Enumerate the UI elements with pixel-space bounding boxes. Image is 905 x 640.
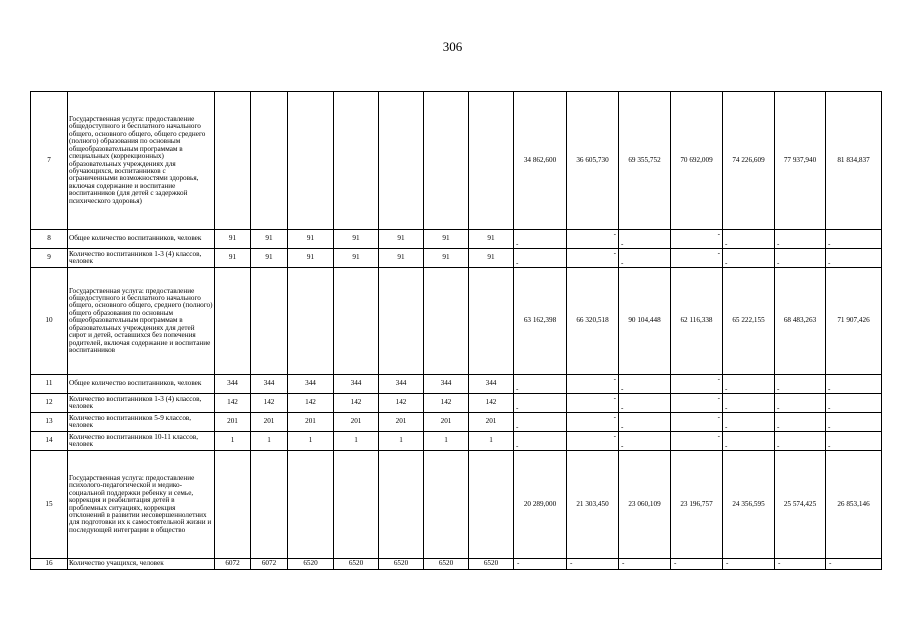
dash-mark: - — [613, 375, 616, 383]
money-cell-dash — [671, 230, 723, 249]
dash-mark: - — [828, 403, 831, 412]
count-cell — [379, 451, 424, 559]
row-description: Государственная услуга: предоставление психолого-педагогической и медико-социальной поддержки ребенку и семье, коррекция и реабилитация детей в проблемных ситуациях, коррекция отклонений в развитии несовершеннолетних для подготовки их к самостоятельной жизни и последующей интеграции в общество — [68, 451, 215, 559]
money-cell-dash — [514, 249, 567, 268]
count-cell: 91 — [288, 230, 334, 249]
dash-mark: - — [717, 394, 720, 402]
count-cell — [288, 268, 334, 375]
count-cell: 344 — [215, 375, 251, 394]
count-cell: 142 — [288, 394, 334, 413]
dash-mark: - — [717, 230, 720, 238]
dash-mark: - — [621, 239, 624, 248]
dash-mark: - — [828, 441, 831, 450]
count-cell: 91 — [379, 249, 424, 268]
count-cell: 91 — [334, 249, 379, 268]
count-cell: 91 — [379, 230, 424, 249]
money-cell-dash — [514, 559, 567, 570]
dash-mark: - — [674, 559, 677, 568]
count-cell: 91 — [469, 249, 514, 268]
row-number: 12 — [31, 394, 68, 413]
dash-mark: - — [828, 384, 831, 393]
money-cell-dash — [723, 559, 775, 570]
dash-mark: - — [725, 239, 728, 248]
count-cell: 201 — [215, 413, 251, 432]
money-cell-dash — [514, 394, 567, 413]
row-description: Количество воспитанников 1-3 (4) классов, человек — [68, 249, 215, 268]
page-number: 306 — [442, 39, 463, 54]
money-cell-dash — [567, 413, 619, 432]
dash-mark: - — [725, 258, 728, 267]
count-cell — [215, 451, 251, 559]
money-cell: 63 162,398 — [514, 268, 567, 375]
count-cell: 201 — [469, 413, 514, 432]
count-cell — [215, 92, 251, 230]
count-cell: 6520 — [288, 559, 334, 570]
count-cell: 344 — [288, 375, 334, 394]
table-row — [31, 559, 882, 570]
money-cell: 23 060,109 — [619, 451, 671, 559]
money-cell-dash — [723, 413, 775, 432]
count-cell: 6520 — [469, 559, 514, 570]
money-cell-dash — [775, 375, 826, 394]
dash-mark: - — [725, 441, 728, 450]
money-cell: 71 907,426 — [826, 268, 882, 375]
row-number: 15 — [31, 451, 68, 559]
dash-mark: - — [725, 384, 728, 393]
dash-mark: - — [777, 239, 780, 248]
count-cell: 1 — [469, 432, 514, 451]
money-cell-dash — [775, 394, 826, 413]
count-cell: 6072 — [251, 559, 288, 570]
money-cell-dash — [619, 375, 671, 394]
money-cell: 77 937,940 — [775, 92, 826, 230]
money-cell-dash — [619, 249, 671, 268]
count-cell: 1 — [334, 432, 379, 451]
dash-mark: - — [717, 375, 720, 383]
count-cell: 142 — [379, 394, 424, 413]
money-cell-dash — [723, 230, 775, 249]
money-cell-dash — [619, 230, 671, 249]
count-cell: 142 — [469, 394, 514, 413]
count-cell: 91 — [215, 249, 251, 268]
count-cell: 91 — [251, 230, 288, 249]
count-cell — [469, 92, 514, 230]
dash-mark: - — [778, 559, 781, 568]
count-cell — [215, 268, 251, 375]
money-cell: 21 303,450 — [567, 451, 619, 559]
dash-mark: - — [777, 441, 780, 450]
money-cell-dash — [619, 394, 671, 413]
count-cell: 1 — [424, 432, 469, 451]
money-cell-dash — [775, 559, 826, 570]
table-row — [31, 432, 882, 451]
money-cell-dash — [671, 413, 723, 432]
count-cell — [334, 92, 379, 230]
dash-mark: - — [829, 559, 832, 568]
count-cell: 142 — [251, 394, 288, 413]
money-cell-dash — [723, 375, 775, 394]
money-cell-dash — [826, 432, 882, 451]
count-cell: 91 — [334, 230, 379, 249]
dash-mark: - — [725, 422, 728, 431]
money-cell-dash — [671, 249, 723, 268]
money-cell-dash — [514, 230, 567, 249]
dash-mark: - — [621, 403, 624, 412]
money-cell: 68 483,263 — [775, 268, 826, 375]
count-cell — [251, 92, 288, 230]
table-body — [31, 92, 882, 570]
dash-mark: - — [517, 559, 520, 568]
money-cell-dash — [671, 432, 723, 451]
dash-mark: - — [717, 249, 720, 257]
count-cell: 142 — [424, 394, 469, 413]
money-cell: 25 574,425 — [775, 451, 826, 559]
table-row — [31, 230, 882, 249]
money-cell-dash — [567, 230, 619, 249]
row-description: Количество учащихся, человек — [68, 559, 215, 570]
money-cell: 20 289,000 — [514, 451, 567, 559]
money-cell-dash — [514, 432, 567, 451]
count-cell: 1 — [215, 432, 251, 451]
money-cell-dash — [723, 249, 775, 268]
money-cell: 26 853,146 — [826, 451, 882, 559]
money-cell: 69 355,752 — [619, 92, 671, 230]
money-cell-dash — [567, 432, 619, 451]
count-cell — [424, 92, 469, 230]
money-cell: 65 222,155 — [723, 268, 775, 375]
count-cell: 201 — [379, 413, 424, 432]
dash-mark: - — [777, 403, 780, 412]
money-cell-dash — [671, 394, 723, 413]
dash-mark: - — [613, 230, 616, 238]
count-cell: 201 — [251, 413, 288, 432]
money-cell: 90 104,448 — [619, 268, 671, 375]
row-number: 13 — [31, 413, 68, 432]
money-cell-dash — [514, 375, 567, 394]
money-cell: 24 356,595 — [723, 451, 775, 559]
money-cell-dash — [567, 394, 619, 413]
dash-mark: - — [726, 559, 729, 568]
row-description: Государственная услуга: предоставление общедоступного и бесплатного начального общего, основного общего, общего среднего (полного) образования по основным общеобразовательным программам в специальных (коррекционных) образовательных учреждениях для обучающихся, воспитанников с ограниченными возможностями здоровья, включая содержание и воспитание воспитанников (для детей с задержкой психического здоровья) — [68, 92, 215, 230]
table-row — [31, 394, 882, 413]
money-cell-dash — [619, 559, 671, 570]
count-cell — [334, 268, 379, 375]
money-cell-dash — [775, 432, 826, 451]
dash-mark: - — [516, 441, 519, 450]
table-row — [31, 249, 882, 268]
dash-mark: - — [725, 403, 728, 412]
dash-mark: - — [516, 403, 519, 412]
count-cell — [251, 451, 288, 559]
count-cell: 344 — [379, 375, 424, 394]
count-cell — [469, 451, 514, 559]
row-description: Количество воспитанников 10-11 классов, человек — [68, 432, 215, 451]
count-cell: 1 — [288, 432, 334, 451]
money-cell-dash — [723, 394, 775, 413]
money-cell: 74 226,609 — [723, 92, 775, 230]
row-number: 11 — [31, 375, 68, 394]
count-cell: 344 — [469, 375, 514, 394]
count-cell: 142 — [334, 394, 379, 413]
dash-mark: - — [621, 422, 624, 431]
dash-mark: - — [613, 249, 616, 257]
dash-mark: - — [622, 559, 625, 568]
money-cell-dash — [723, 432, 775, 451]
dash-mark: - — [613, 432, 616, 440]
count-cell — [288, 92, 334, 230]
money-cell: 70 692,009 — [671, 92, 723, 230]
count-cell: 6520 — [334, 559, 379, 570]
money-cell-dash — [826, 413, 882, 432]
row-description: Государственная услуга: предоставление общедоступного и бесплатного начального общего, основного общего, среднего (полного) общего образования по основным общеобразовательным программам в образовательных учреждениях для детей сирот и детей, оставшихся без попечения родителей, включая содержание и воспитание воспитанников — [68, 268, 215, 375]
count-cell — [424, 451, 469, 559]
money-cell: 81 834,837 — [826, 92, 882, 230]
count-cell: 344 — [424, 375, 469, 394]
dash-mark: - — [777, 258, 780, 267]
table-row — [31, 268, 882, 375]
table-row — [31, 451, 882, 559]
money-cell-dash — [619, 432, 671, 451]
table-row — [31, 413, 882, 432]
count-cell — [288, 451, 334, 559]
money-cell: 23 196,757 — [671, 451, 723, 559]
dash-mark: - — [516, 239, 519, 248]
count-cell: 6072 — [215, 559, 251, 570]
count-cell: 1 — [379, 432, 424, 451]
count-cell: 91 — [215, 230, 251, 249]
row-number: 16 — [31, 559, 68, 570]
dash-mark: - — [516, 384, 519, 393]
count-cell: 91 — [469, 230, 514, 249]
money-cell-dash — [671, 375, 723, 394]
count-cell: 6520 — [379, 559, 424, 570]
money-cell-dash — [826, 249, 882, 268]
money-cell-dash — [826, 375, 882, 394]
dash-mark: - — [613, 413, 616, 421]
row-description: Общее количество воспитанников, человек — [68, 375, 215, 394]
money-cell: 66 320,518 — [567, 268, 619, 375]
money-cell-dash — [619, 413, 671, 432]
count-cell — [251, 268, 288, 375]
dash-mark: - — [570, 559, 573, 568]
dash-mark: - — [717, 413, 720, 421]
money-cell-dash — [775, 413, 826, 432]
dash-mark: - — [828, 239, 831, 248]
dash-mark: - — [621, 441, 624, 450]
table-row — [31, 92, 882, 230]
count-cell: 91 — [424, 249, 469, 268]
money-cell-dash — [514, 413, 567, 432]
row-number: 10 — [31, 268, 68, 375]
budget-table — [30, 91, 882, 570]
dash-mark: - — [777, 384, 780, 393]
money-cell-dash — [671, 559, 723, 570]
money-cell-dash — [826, 394, 882, 413]
dash-mark: - — [613, 394, 616, 402]
count-cell — [379, 92, 424, 230]
dash-mark: - — [717, 432, 720, 440]
count-cell — [424, 268, 469, 375]
count-cell: 344 — [334, 375, 379, 394]
money-cell-dash — [826, 559, 882, 570]
row-description: Количество воспитанников 5-9 классов, человек — [68, 413, 215, 432]
row-description: Количество воспитанников 1-3 (4) классов, человек — [68, 394, 215, 413]
count-cell — [334, 451, 379, 559]
count-cell — [469, 268, 514, 375]
money-cell-dash — [567, 375, 619, 394]
count-cell: 91 — [288, 249, 334, 268]
dash-mark: - — [516, 422, 519, 431]
row-number: 8 — [31, 230, 68, 249]
row-number: 9 — [31, 249, 68, 268]
count-cell: 91 — [424, 230, 469, 249]
money-cell-dash — [775, 249, 826, 268]
money-cell-dash — [567, 559, 619, 570]
dash-mark: - — [621, 384, 624, 393]
money-cell-dash — [826, 230, 882, 249]
row-number: 7 — [31, 92, 68, 230]
count-cell: 201 — [334, 413, 379, 432]
dash-mark: - — [777, 422, 780, 431]
count-cell: 201 — [424, 413, 469, 432]
money-cell-dash — [567, 249, 619, 268]
count-cell: 6520 — [424, 559, 469, 570]
money-cell: 34 862,600 — [514, 92, 567, 230]
money-cell: 36 605,730 — [567, 92, 619, 230]
count-cell: 1 — [251, 432, 288, 451]
dash-mark: - — [516, 258, 519, 267]
row-number: 14 — [31, 432, 68, 451]
dash-mark: - — [621, 258, 624, 267]
dash-mark: - — [828, 258, 831, 267]
row-description: Общее количество воспитанников, человек — [68, 230, 215, 249]
count-cell: 201 — [288, 413, 334, 432]
table-row — [31, 375, 882, 394]
money-cell: 62 116,338 — [671, 268, 723, 375]
dash-mark: - — [828, 422, 831, 431]
count-cell — [379, 268, 424, 375]
count-cell: 142 — [215, 394, 251, 413]
count-cell: 344 — [251, 375, 288, 394]
count-cell: 91 — [251, 249, 288, 268]
money-cell-dash — [775, 230, 826, 249]
